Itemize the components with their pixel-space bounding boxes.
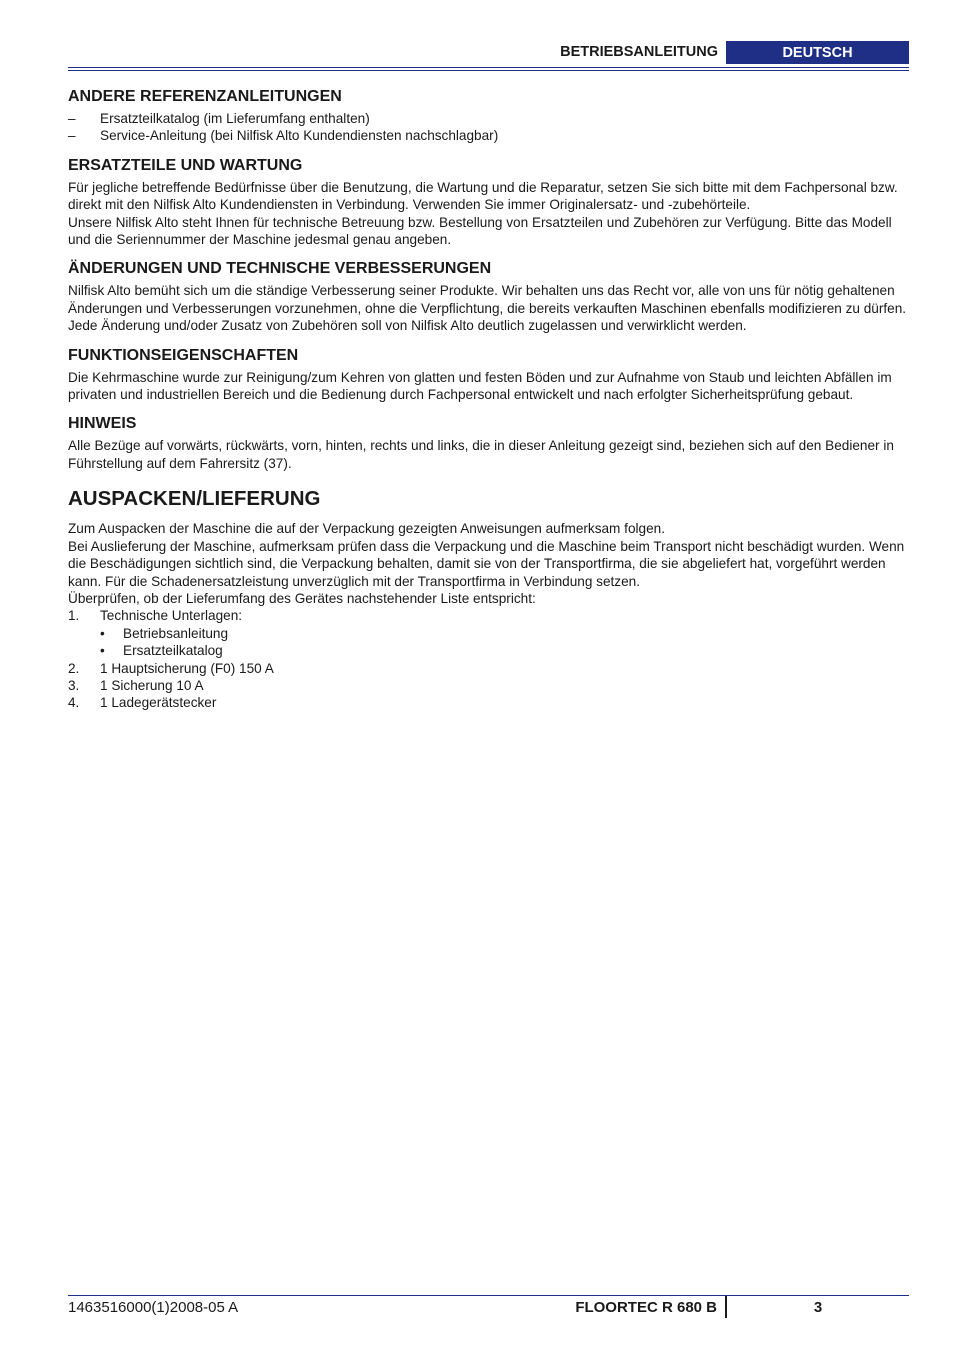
- heading-parts: ERSATZTEILE UND WARTUNG: [68, 156, 303, 174]
- paragraph: Alle Bezüge auf vorwärts, rückwärts, vorn, hinten, rechts und links, die in dieser Anleitung gezeigt sind, beziehen sich auf den Bediener in Führstellung auf dem Fahrersitz (37).: [68, 438, 894, 471]
- dash-marker: –: [68, 111, 76, 126]
- paragraph: Jede Änderung und/oder Zusatz von Zubehören soll von Nilfisk Alto deutlich zugelassen und verwirklicht werden.: [68, 318, 747, 334]
- page-content: [68, 87, 909, 712]
- list-item: [68, 677, 909, 694]
- paragraph: Zum Auspacken der Maschine die auf der Verpackung gezeigten Anweisungen aufmerksam folgen.: [68, 521, 665, 537]
- bullet-marker: •: [100, 643, 105, 659]
- list-item-text: 1 Ladegerätstecker: [100, 695, 217, 711]
- list-item: [68, 660, 909, 677]
- document-number: 1463516000(1)2008-05 A: [68, 1299, 239, 1316]
- dash-marker: –: [68, 128, 76, 144]
- paragraph: Bei Auslieferung der Maschine, aufmerksam prüfen dass die Verpackung und die Maschine beim Transport nicht beschädigt wurden. Wenn die Beschädigungen sichtlich sind, die Verpackung behalten, damit sie von der Transportfirma, die sie abgeliefert hat, vorgeführt werden kann. Für die Schadenersatzleistung unverzüglich mit der Transportfirma in Verbindung setzen.: [68, 538, 905, 589]
- header-title: BETRIEBSANLEITUNG: [560, 44, 718, 60]
- list-item: [68, 642, 909, 659]
- list-number: 3.: [68, 677, 80, 693]
- list-item: [68, 127, 909, 144]
- list-number: 4.: [68, 695, 80, 711]
- list-item: [68, 110, 909, 127]
- paragraph: Unsere Nilfisk Alto steht Ihnen für technische Betreuung bzw. Bestellung von Ersatzteilen und Zubehören zur Verfügung. Bitte das Modell und die Seriennummer der Maschine jedesmal genau angeben.: [68, 214, 892, 248]
- footer-divider: [725, 1296, 727, 1318]
- page-number: 3: [813, 1299, 823, 1316]
- heading-note: HINWEIS: [68, 415, 137, 433]
- heading-unpacking: AUSPACKEN/LIEFERUNG: [68, 487, 321, 511]
- list-item-text: Service-Anleitung (bei Nilfisk Alto Kundendiensten nachschlagbar): [100, 128, 499, 144]
- bullet-marker: •: [100, 625, 105, 641]
- list-item-text: Technische Unterlagen:: [100, 608, 243, 624]
- list-item-text: Betriebsanleitung: [123, 625, 229, 641]
- list-item: [68, 607, 909, 624]
- list-item: [68, 625, 909, 642]
- list-item-text: Ersatzteilkatalog (im Lieferumfang enthalten): [100, 111, 370, 126]
- header-rule-secondary: [68, 70, 909, 71]
- list-item-text: 1 Hauptsicherung (F0) 150 A: [100, 660, 274, 676]
- heading-features: FUNKTIONSEIGENSCHAFTEN: [68, 346, 299, 364]
- paragraph: Nilfisk Alto bemüht sich um die ständige Verbesserung seiner Produkte. Wir behalten uns das Recht vor, alle von uns für nötig gehaltenen Änderungen und Verbesserungen vorzunehmen, ohne die Verpflichtung, die bereits verkauften Maschinen ebenfalls modifizieren zu dürfen.: [68, 283, 907, 316]
- list-number: 1.: [68, 608, 80, 624]
- list-number: 2.: [68, 660, 80, 676]
- header-rule: [68, 67, 909, 68]
- paragraph: Überprüfen, ob der Lieferumfang des Gerätes nachstehender Liste entspricht:: [68, 590, 536, 606]
- list-item-text: Ersatzteilkatalog: [123, 643, 223, 659]
- language-badge: DEUTSCH: [726, 41, 909, 64]
- heading-changes: ÄNDERUNGEN UND TECHNISCHE VERBESSERUNGEN: [68, 260, 492, 278]
- list-item-text: 1 Sicherung 10 A: [100, 677, 204, 693]
- list-item: [68, 694, 909, 711]
- model-name: FLOORTEC R 680 B: [575, 1299, 717, 1316]
- footer-rule: [68, 1295, 909, 1296]
- paragraph: Für jegliche betreffende Bedürfnisse über die Benutzung, die Wartung und die Reparatur, setzen Sie sich bitte mit dem Fachpersonal bzw. direkt mit den Nilfisk Alto Kundendiensten in Verbindung. Verwenden Sie immer Originalersatz- und -zubehörteile.: [68, 179, 898, 213]
- paragraph: Die Kehrmaschine wurde zur Reinigung/zum Kehren von glatten und festen Böden und zur Aufnahme von Staub und leichten Abfällen im privaten und industriellen Bereich und die Bedienung durch Fachpersonal entwickelt und nach erfolgter Sicherheitsprüfung gebaut.: [68, 369, 892, 403]
- heading-references: ANDERE REFERENZANLEITUNGEN: [68, 88, 342, 105]
